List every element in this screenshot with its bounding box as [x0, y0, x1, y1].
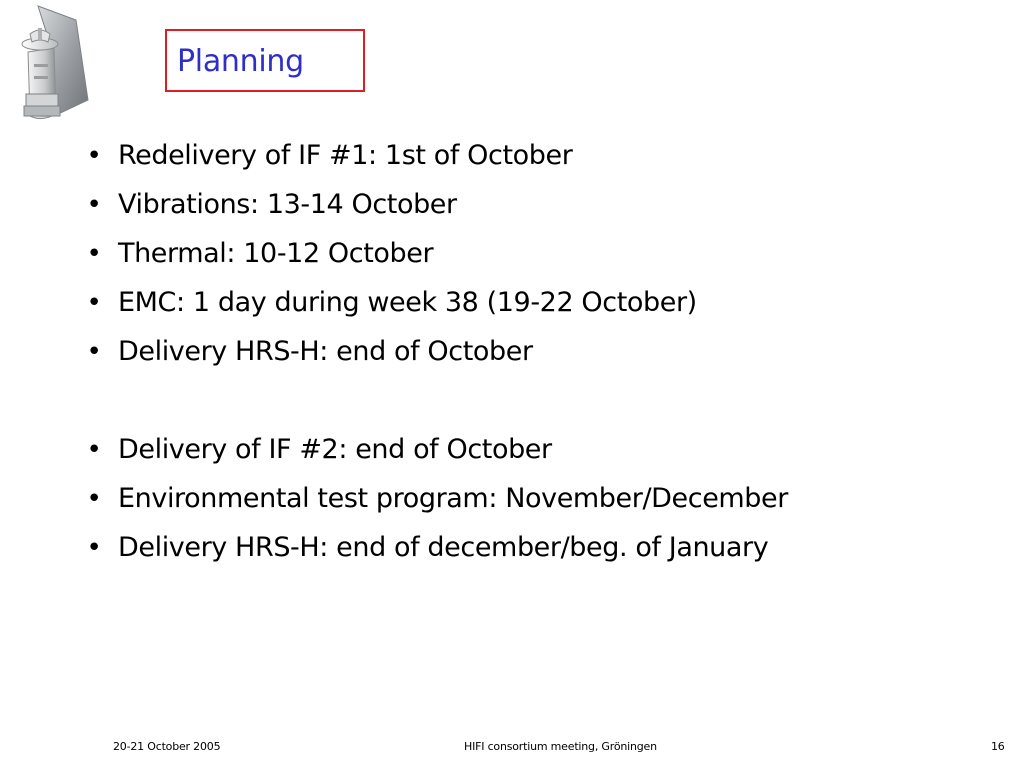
title-box — [165, 29, 365, 92]
footer-page-number: 16 — [991, 740, 1005, 753]
bullet-glyph: • — [86, 484, 102, 514]
bullet-glyph: • — [86, 141, 102, 171]
bullet-glyph: • — [86, 435, 102, 465]
bullet-glyph: • — [86, 239, 102, 269]
footer-date: 20-21 October 2005 — [113, 740, 221, 753]
bullet-glyph: • — [86, 337, 102, 367]
slide-title: Planning — [177, 44, 304, 79]
bullet-text: Delivery HRS-H: end of december/beg. of January — [118, 532, 769, 563]
bullet-text: EMC: 1 day during week 38 (19-22 October) — [118, 287, 697, 318]
bullet-text: Delivery HRS-H: end of October — [118, 336, 533, 367]
bullet-text: Environmental test program: November/December — [118, 483, 788, 514]
bullet-text: Redelivery of IF #1: 1st of October — [118, 140, 573, 171]
satellite-icon — [10, 4, 90, 132]
bullet-glyph: • — [86, 288, 102, 318]
bullet-glyph: • — [86, 190, 102, 220]
bullet-text: Thermal: 10-12 October — [118, 238, 434, 269]
bullet-text: Delivery of IF #2: end of October — [118, 434, 552, 465]
footer-event: HIFI consortium meeting, Gröningen — [464, 740, 657, 753]
bullet-glyph: • — [86, 533, 102, 563]
bullet-text: Vibrations: 13-14 October — [118, 189, 457, 220]
